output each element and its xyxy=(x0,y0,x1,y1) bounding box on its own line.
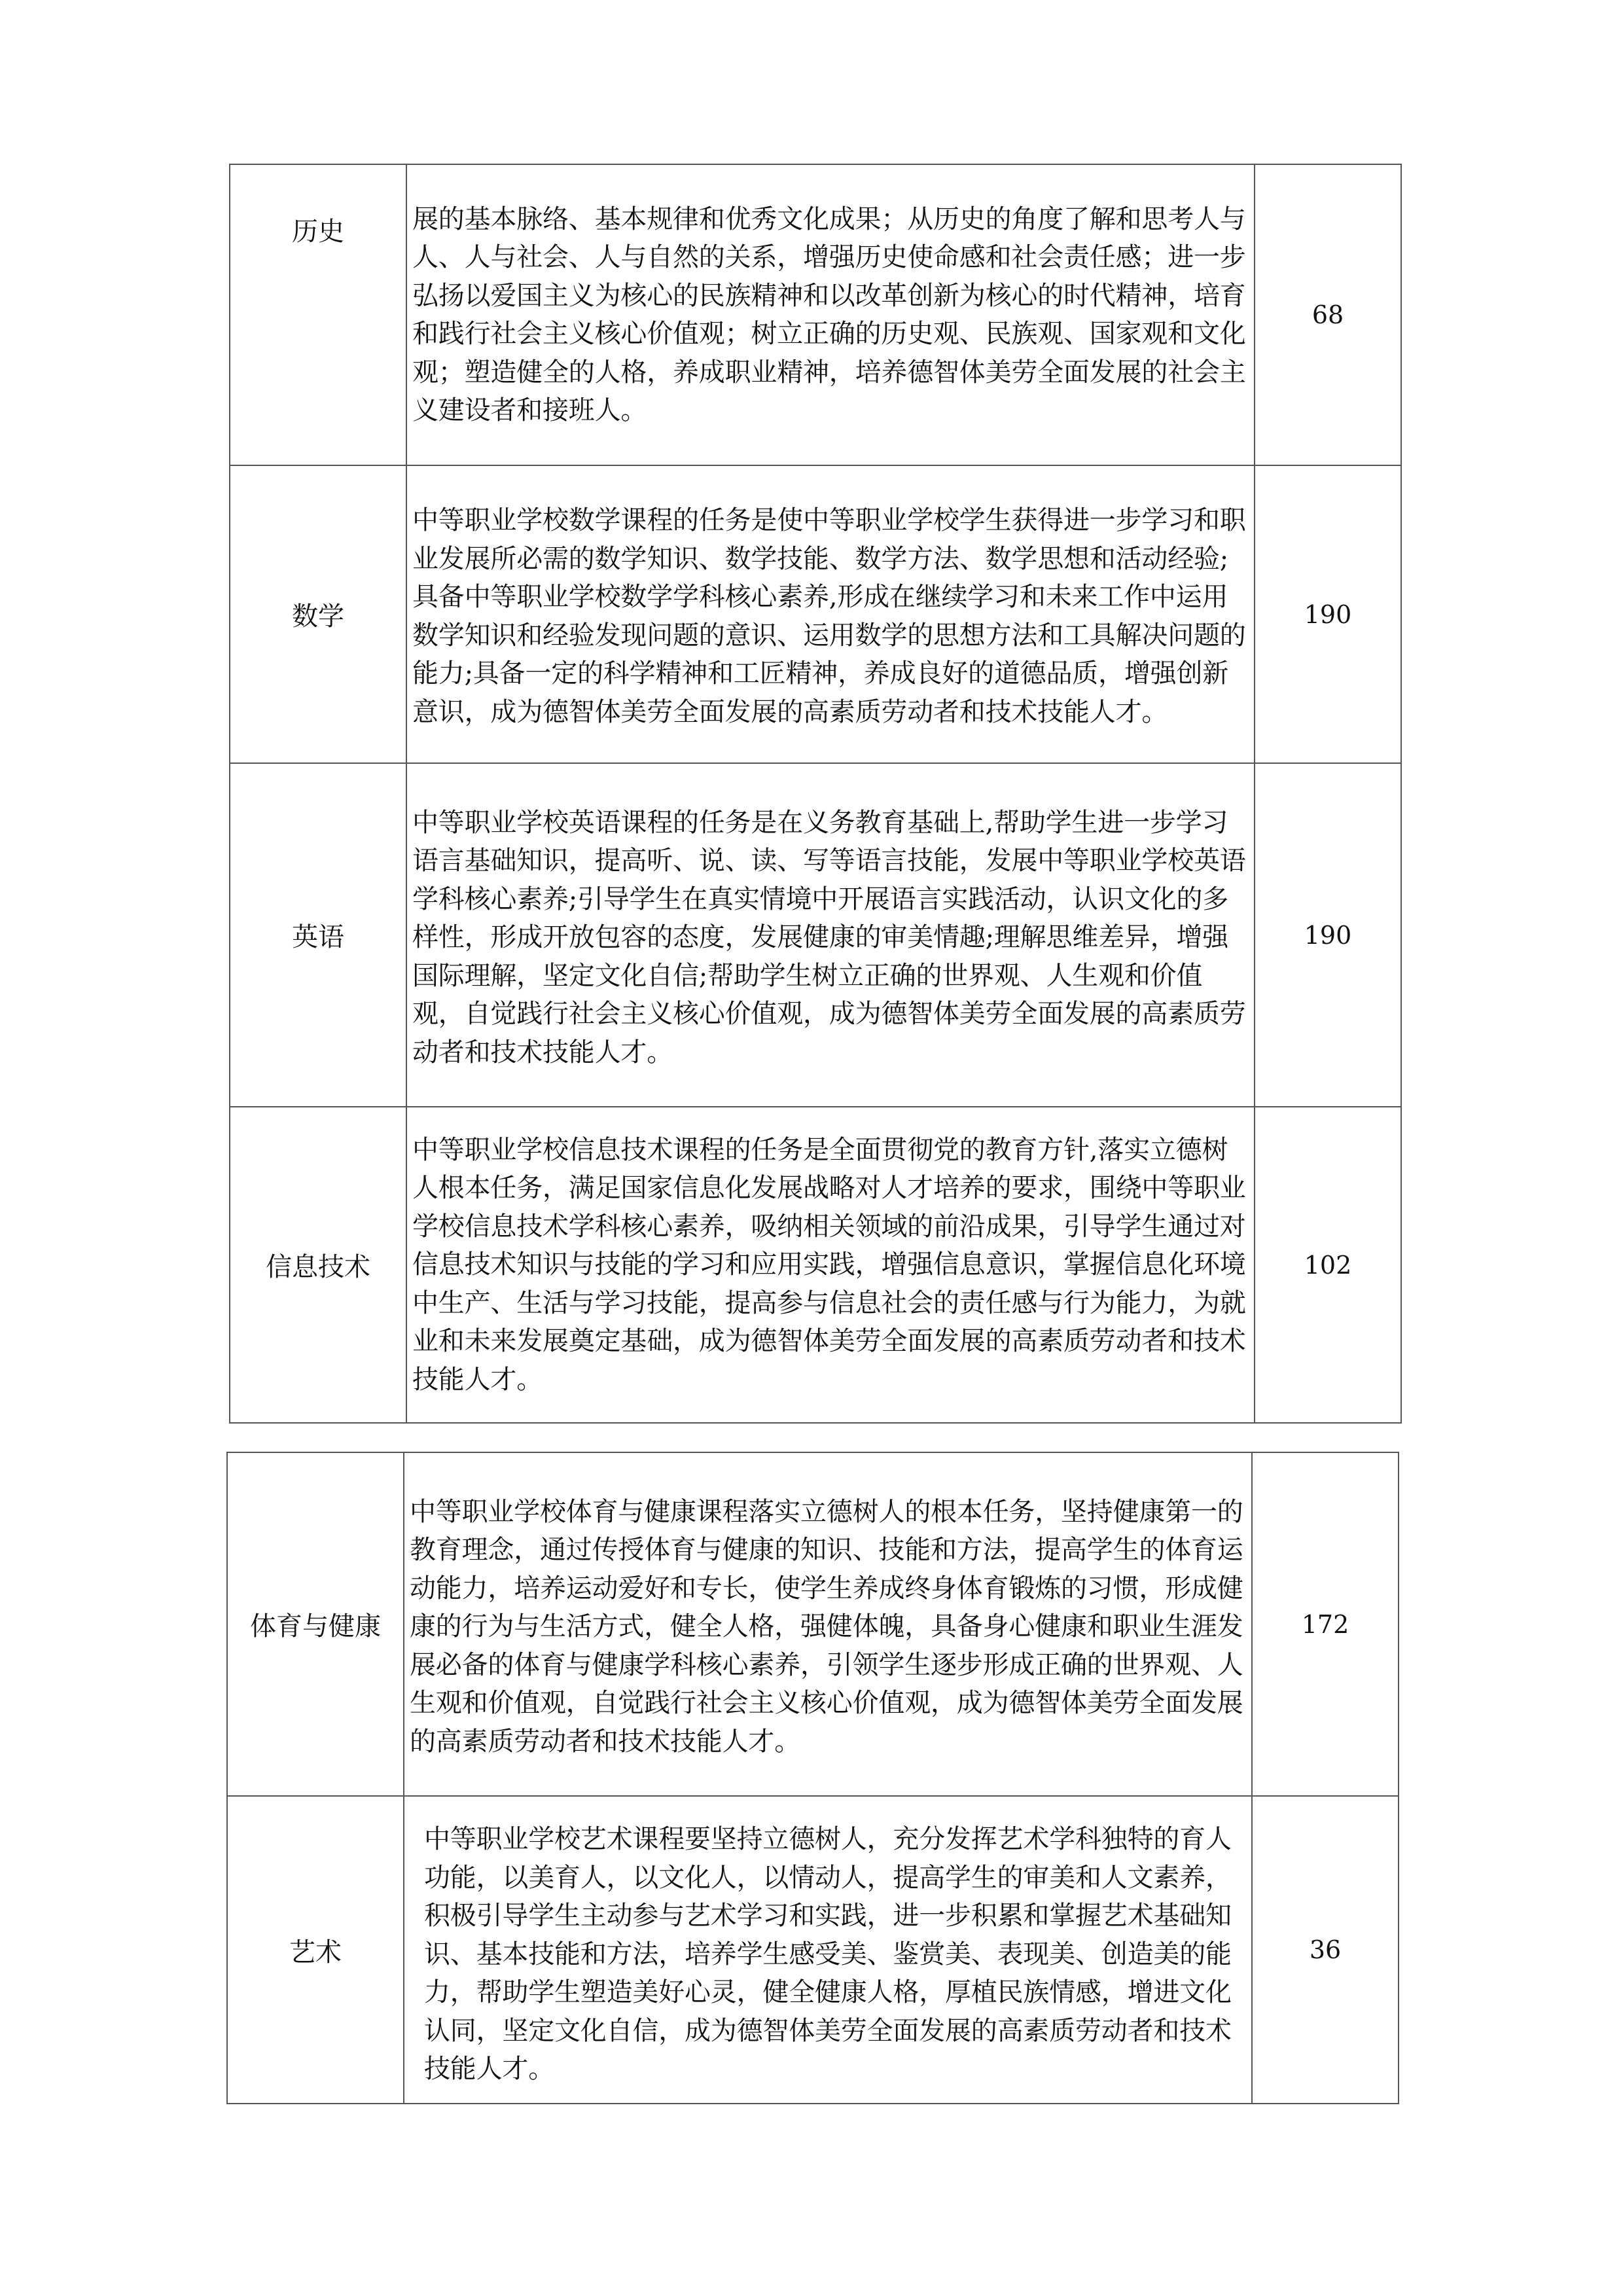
course-name-cell xyxy=(230,465,406,763)
course-name-cell xyxy=(230,164,406,465)
course-name: 历史 xyxy=(292,217,344,247)
course-name-cell xyxy=(227,1452,404,1796)
course-description-cell xyxy=(406,164,1255,465)
course-table-2 xyxy=(226,1452,1399,2104)
table-row xyxy=(227,1796,1399,2104)
course-hours-cell xyxy=(1252,1796,1399,2104)
course-hours-cell xyxy=(1252,1452,1399,1796)
course-name: 英语 xyxy=(292,922,344,952)
course-hours-cell xyxy=(1255,465,1401,763)
course-description: 中等职业学校英语课程的任务是在义务教育基础上,帮助学生进一步学习语言基础知识，提高听、说、读、写等语言技能，发展中等职业学校英语学科核心素养;引导学生在真实情境中开展语言实践活动，认识文化的多样性，形成开放包容的态度，发展健康的审美情趣;理解思维差异，增强国际理解，坚定文化自信;帮助学生树立正确的世界观、人生观和价值观，自觉践行社会主义核心价值观，成为德智体美劳全面发展的高素质劳动者和技术技能人才。 xyxy=(412,807,1246,1067)
course-table-1 xyxy=(229,164,1402,1424)
course-hours-cell xyxy=(1255,1107,1401,1423)
course-description-cell xyxy=(406,465,1255,763)
course-description-cell xyxy=(404,1452,1252,1796)
table-row xyxy=(230,763,1401,1107)
course-hours: 36 xyxy=(1309,1935,1342,1964)
course-name: 艺术 xyxy=(289,1937,342,1967)
course-description: 中等职业学校信息技术课程的任务是全面贯彻党的教育方针,落实立德树人根本任务，满足国家信息化发展战略对人才培养的要求，围绕中等职业学校信息技术学科核心素养，吸纳相关领域的前沿成果，引导学生通过对信息技术知识与技能的学习和应用实践，增强信息意识，掌握信息化环境中生产、生活与学习技能，提高参与信息社会的责任感与行为能力，为就业和未来发展奠定基础，成为德智体美劳全面发展的高素质劳动者和技术技能人才。 xyxy=(412,1134,1246,1395)
course-description-cell xyxy=(404,1796,1252,2104)
course-name-cell xyxy=(230,763,406,1107)
course-hours: 68 xyxy=(1311,300,1344,329)
table-row xyxy=(230,1107,1401,1423)
course-hours: 190 xyxy=(1304,600,1352,629)
course-description: 中等职业学校艺术课程要坚持立德树人，充分发挥艺术学科独特的育人功能，以美育人，以文化人，以情动人，提高学生的审美和人文素养，积极引导学生主动参与艺术学习和实践，进一步积累和掌握艺术基础知识、基本技能和方法，培养学生感受美、鉴赏美、表现美、创造美的能力，帮助学生塑造美好心灵，健全健康人格，厚植民族情感，增进文化认同，坚定文化自信，成为德智体美劳全面发展的高素质劳动者和技术技能人才。 xyxy=(424,1824,1232,2085)
course-name: 体育与健康 xyxy=(250,1611,381,1641)
course-hours-cell xyxy=(1255,164,1401,465)
course-name-cell xyxy=(230,1107,406,1423)
table-row xyxy=(227,1452,1399,1796)
course-description-cell xyxy=(406,763,1255,1107)
course-hours-cell xyxy=(1255,763,1401,1107)
course-description: 中等职业学校数学课程的任务是使中等职业学校学生获得进一步学习和职业发展所必需的数学知识、数学技能、数学方法、数学思想和活动经验;具备中等职业学校数学学科核心素养,形成在继续学习和未来工作中运用数学知识和经验发现问题的意识、运用数学的思想方法和工具解决问题的能力;具备一定的科学精神和工匠精神，养成良好的道德品质，增强创新意识，成为德智体美劳全面发展的高素质劳动者和技术技能人才。 xyxy=(412,505,1246,727)
course-hours: 172 xyxy=(1301,1609,1349,1639)
course-description: 中等职业学校体育与健康课程落实立德树人的根本任务，坚持健康第一的教育理念，通过传授体育与健康的知识、技能和方法，提高学生的体育运动能力，培养运动爱好和专长，使学生养成终身体育锻炼的习惯，形成健康的行为与生活方式，健全人格，强健体魄，具备身心健康和职业生涯发展必备的体育与健康学科核心素养，引领学生逐步形成正确的世界观、人生观和价值观，自觉践行社会主义核心价值观，成为德智体美劳全面发展的高素质劳动者和技术技能人才。 xyxy=(410,1496,1243,1757)
table-row xyxy=(230,164,1401,465)
course-name: 数学 xyxy=(292,601,344,632)
course-hours: 102 xyxy=(1304,1250,1352,1280)
table-row xyxy=(230,465,1401,763)
course-name-cell xyxy=(227,1796,404,2104)
course-description-cell xyxy=(406,1107,1255,1423)
course-hours: 190 xyxy=(1304,920,1352,950)
course-name: 信息技术 xyxy=(266,1252,370,1282)
course-description: 展的基本脉络、基本规律和优秀文化成果；从历史的角度了解和思考人与人、人与社会、人与自然的关系，增强历史使命感和社会责任感；进一步弘扬以爱国主义为核心的民族精神和以改革创新为核心的时代精神，培育和践行社会主义核心价值观；树立正确的历史观、民族观、国家观和文化观；塑造健全的人格，养成职业精神，培养德智体美劳全面发展的社会主义建设者和接班人。 xyxy=(412,204,1246,425)
